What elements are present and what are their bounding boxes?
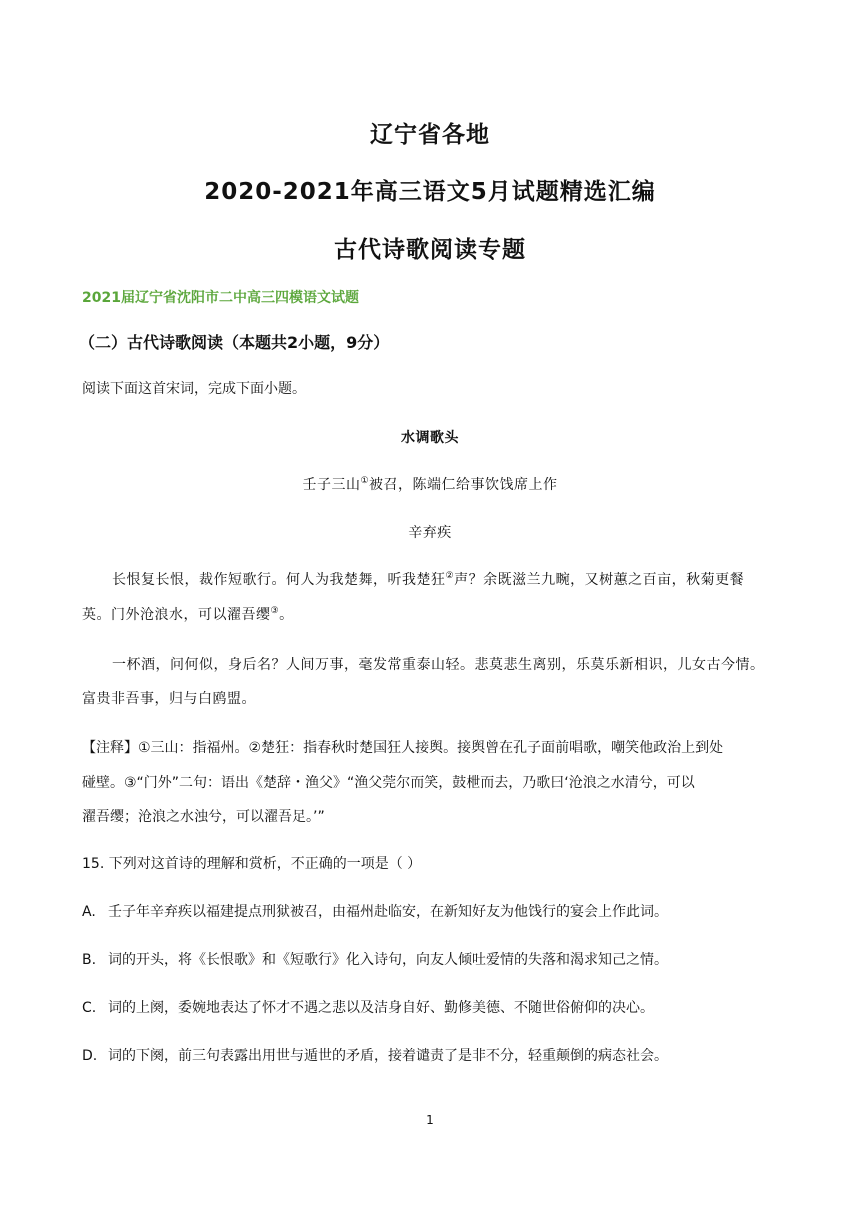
option-label: D. — [82, 1048, 98, 1064]
stanza1-line2-a: 英。门外沧浪水，可以濯吾缨 — [82, 607, 271, 623]
notes-line-2: 碰壁。③“门外”二句：语出《楚辞・渔父》“渔父莞尔而笑，鼓枻而去，乃歌曰‘沧浪之水清兮，可以 — [82, 775, 695, 791]
source-heading: 2021届辽宁省沈阳市二中高三四模语文试题 — [82, 290, 359, 306]
title-region: 辽宁省各地 — [370, 122, 490, 148]
title-main: 2020-2021年高三语文5月试题精选汇编 — [204, 179, 656, 205]
poem-preface — [0, 474, 860, 494]
option-label: C. — [82, 1000, 97, 1016]
stanza1-line1-a: 长恨复长恨，裁作短歌行。何人为我楚舞，听我楚狂 — [112, 572, 446, 588]
poem-title: 水调歌头 — [401, 430, 459, 446]
option-a — [82, 901, 668, 921]
notes-line-1: 【注释】①三山：指福州。②楚狂：指春秋时楚国狂人接舆。接舆曾在孔子面前唱歌，嘲笑他政治上到处 — [82, 740, 724, 756]
notes-line-3: 濯吾缨；沧浪之水浊兮，可以濯吾足。’” — [82, 809, 325, 825]
option-label: A. — [82, 904, 96, 920]
question-stem: 15. 下列对这首诗的理解和赏析，不正确的一项是（ ） — [82, 856, 422, 872]
footnote-mark-2: ② — [445, 571, 455, 581]
title-topic: 古代诗歌阅读专题 — [334, 237, 526, 263]
poem-author: 辛弃疾 — [408, 525, 452, 541]
stanza1-line1 — [112, 569, 744, 589]
option-text: 词的上阕，委婉地表达了怀才不遇之悲以及洁身自好、勤修美德、不随世俗俯仰的决心。 — [108, 1000, 654, 1016]
poem-preface-b: 被召，陈端仁给事饮饯席上作 — [369, 477, 558, 493]
stanza1-line2 — [82, 604, 294, 624]
footnote-mark-1: ① — [360, 476, 370, 486]
stanza1-line1-b: 声？余既滋兰九畹，又树蕙之百亩，秋菊更餐 — [454, 572, 745, 588]
instruction: 阅读下面这首宋词，完成下面小题。 — [82, 381, 306, 397]
page-number: 1 — [426, 1113, 434, 1127]
stanza2-line1: 一杯酒，问何似，身后名？人间万事，毫发常重泰山轻。悲莫悲生离别，乐莫乐新相识，儿女古今情。 — [112, 657, 765, 673]
option-c — [82, 997, 654, 1017]
stanza2-line2: 富贵非吾事，归与白鸥盟。 — [82, 691, 256, 707]
option-d — [82, 1045, 668, 1065]
footnote-mark-3: ③ — [270, 606, 280, 616]
section-heading: （二）古代诗歌阅读（本题共2小题，9分） — [79, 333, 390, 352]
stanza1-line2-b: 。 — [279, 607, 294, 623]
option-text: 词的开头，将《长恨歌》和《短歌行》化入诗句，向友人倾吐爱情的失落和渴求知己之情。 — [108, 952, 668, 968]
poem-preface-a: 壬子三山 — [302, 477, 361, 493]
option-label: B. — [82, 952, 97, 968]
option-text: 词的下阕，前三句表露出用世与遁世的矛盾，接着谴责了是非不分，轻重颠倒的病态社会。 — [108, 1048, 668, 1064]
option-b — [82, 949, 668, 969]
option-text: 壬子年辛弃疾以福建提点刑狱被召，由福州赴临安，在新知好友为他饯行的宴会上作此词。 — [108, 904, 668, 920]
